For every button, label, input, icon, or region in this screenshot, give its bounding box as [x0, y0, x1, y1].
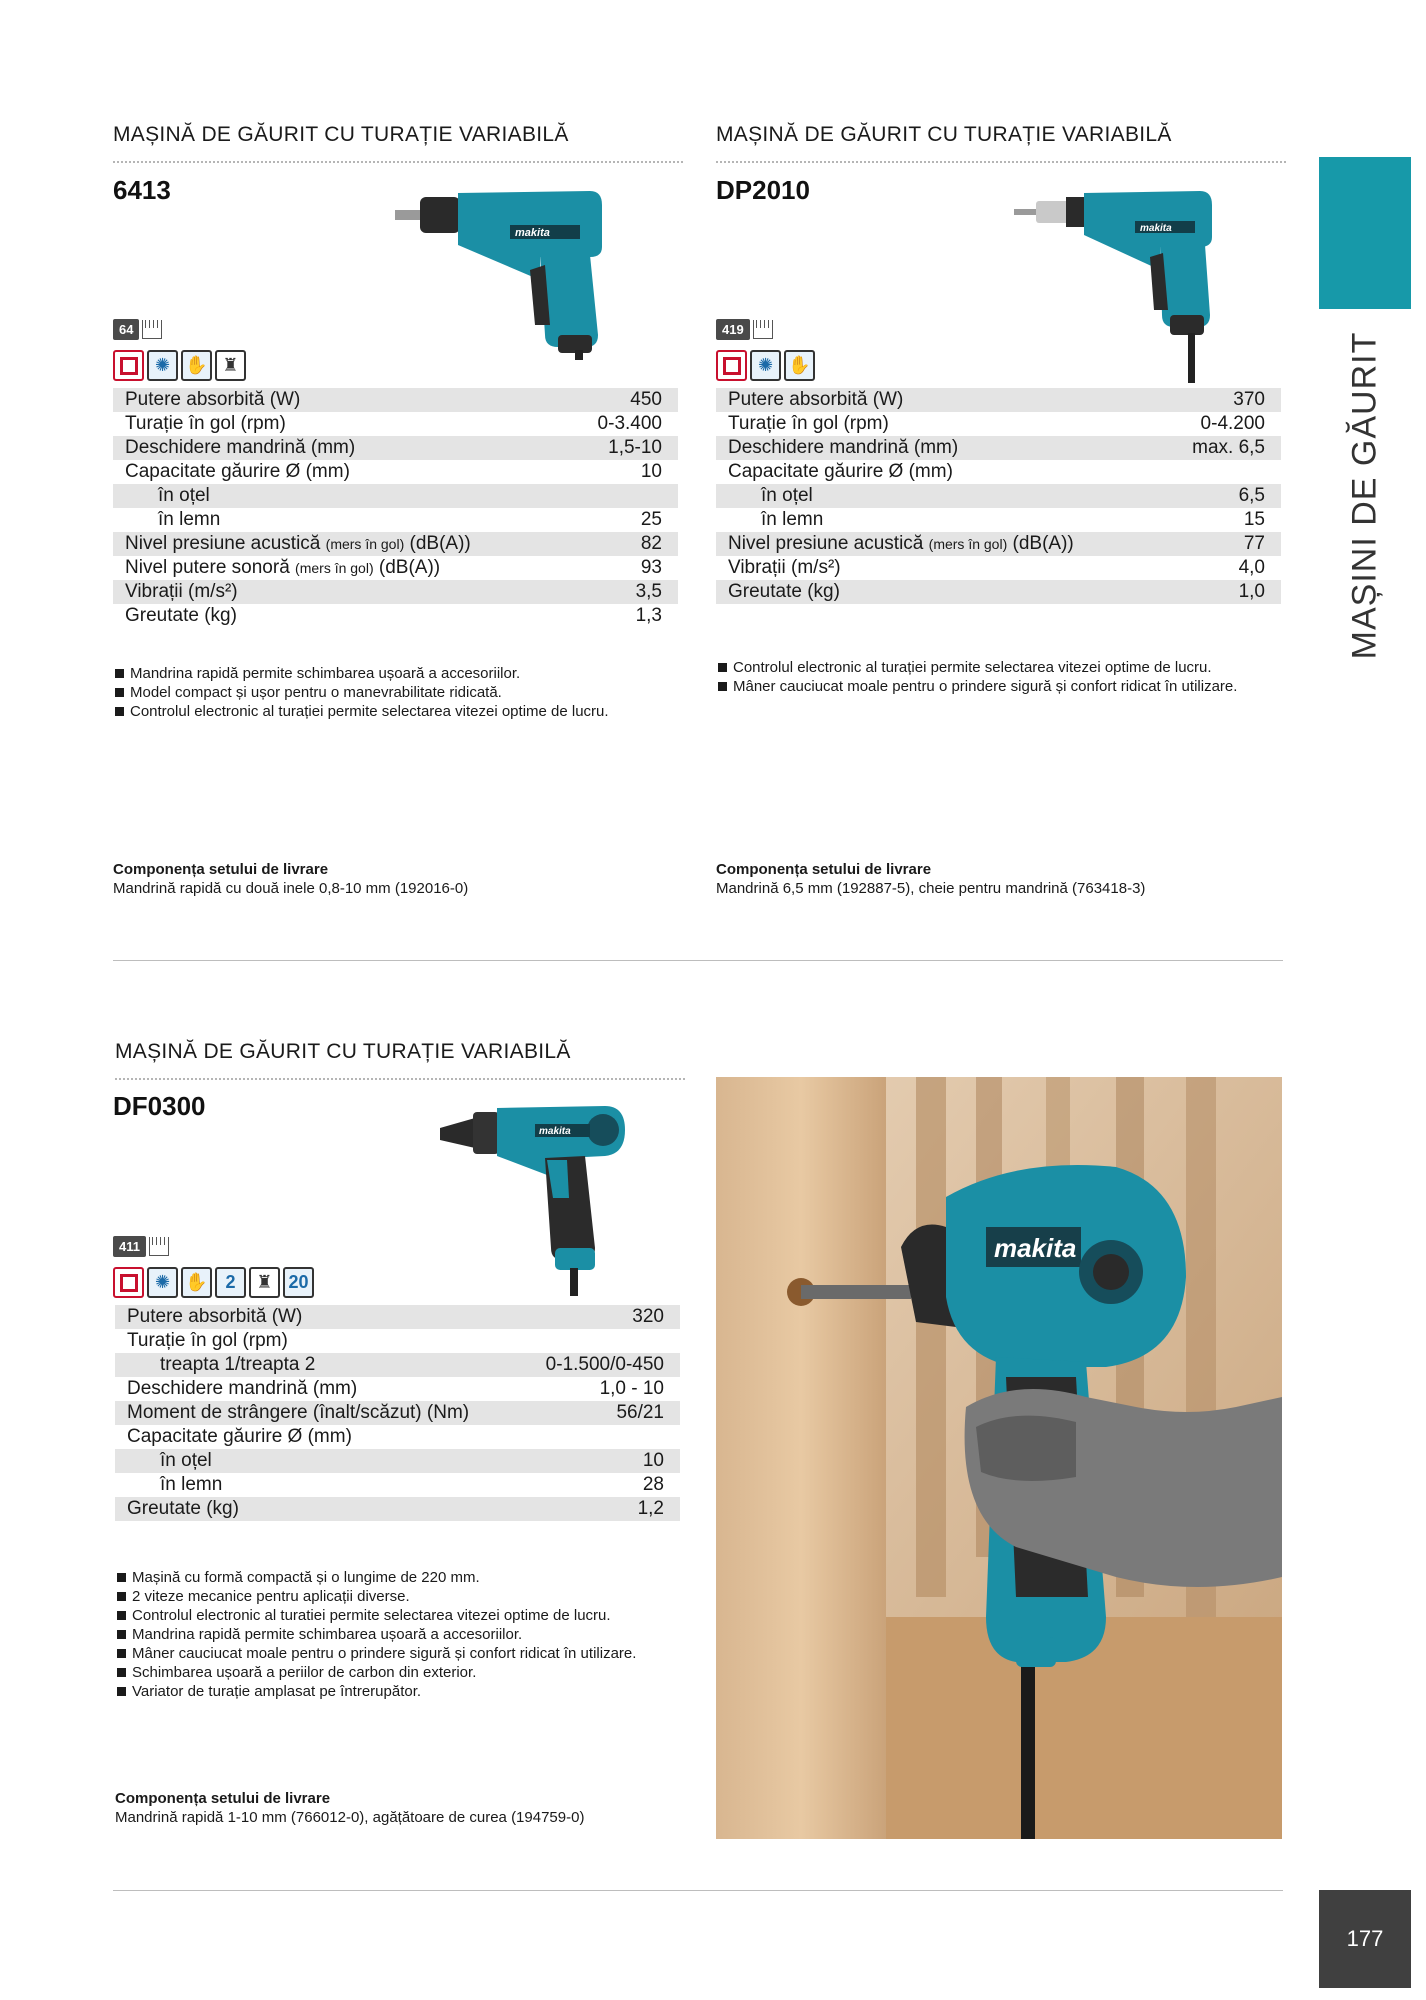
components-heading: Componența setului de livrare: [115, 1790, 331, 1807]
ruler-icon: [753, 320, 773, 339]
makita-logo: makita: [539, 1126, 571, 1137]
compact-icon: ♜: [215, 350, 246, 381]
section-divider: [113, 960, 1283, 961]
chapter-label-wrap: [1319, 330, 1411, 660]
table-row: Greutate (kg) 1,0: [716, 580, 1281, 604]
footer-divider: [113, 1890, 1283, 1891]
components-text: Mandrină 6,5 mm (192887-5), cheie pentru mandrină (763418-3): [716, 880, 1146, 897]
components-heading: Componența setului de livrare: [716, 861, 932, 878]
table-row: Putere absorbită (W) 370: [716, 388, 1281, 412]
components-text: Mandrină rapidă 1-10 mm (766012-0), agățătoare de curea (194759-0): [115, 1809, 585, 1826]
table-row: în oțel 6,5: [716, 484, 1281, 508]
table-row: în lemn 25: [158, 509, 662, 530]
variable-speed-icon: ✺: [147, 350, 178, 381]
page-ref-badge: [113, 319, 162, 340]
drill-df0300-image: [435, 1098, 635, 1298]
variable-speed-icon: ✺: [147, 1267, 178, 1298]
electronic-speed-icon: [113, 1267, 144, 1298]
table-row: Turație în gol (rpm) 0-3.400: [125, 413, 662, 434]
section-title-df0300: MAȘINĂ DE GĂURIT CU TURAȚIE VARIABILĂ: [115, 1040, 571, 1063]
dotted-divider: [716, 161, 1286, 163]
feature-icons: [113, 350, 246, 381]
drill-dp2010-image: [1010, 185, 1225, 385]
product-photo: [716, 1077, 1282, 1839]
electronic-speed-icon: [716, 350, 747, 381]
table-row: Greutate (kg) 1,2: [115, 1497, 680, 1521]
table-row: Deschidere mandrină (mm) 1,0 - 10: [127, 1378, 664, 1399]
table-row: Putere absorbită (W) 450: [113, 388, 678, 412]
table-row: Putere absorbită (W) 320: [115, 1305, 680, 1329]
table-row: Nivel presiune acustică (mers în gol) (dB(A)) 82: [113, 532, 678, 556]
torque-settings-icon: 20: [283, 1267, 314, 1298]
page-number: 177: [1319, 1890, 1411, 1988]
list-item: Mâner cauciucat moale pentru o prindere sigură și confort ridicat în utilizare.: [716, 677, 1286, 696]
badge-number: 64: [113, 319, 139, 340]
soft-grip-icon: ✋: [181, 1267, 212, 1298]
table-row: Vibrații (m/s²) 3,5: [113, 580, 678, 604]
table-row: treapta 1/treapta 2 0-1.500/0-450: [115, 1353, 680, 1377]
soft-grip-icon: ✋: [784, 350, 815, 381]
section-title-dp2010: MAȘINĂ DE GĂURIT CU TURAȚIE VARIABILĂ: [716, 123, 1172, 146]
list-item: Controlul electronic al turatiei permite selectarea vitezei optime de lucru.: [115, 1606, 695, 1625]
makita-logo: makita: [1140, 223, 1172, 234]
dotted-divider: [113, 161, 683, 163]
table-row: Deschidere mandrină (mm) max. 6,5: [716, 436, 1281, 460]
list-item: Controlul electronic al turației permite selectarea vitezei optime de lucru.: [113, 702, 683, 721]
list-item: Mandrina rapidă permite schimbarea ușoară a accesoriilor.: [113, 664, 683, 683]
badge-number: 419: [716, 319, 750, 340]
components-text: Mandrină rapidă cu două inele 0,8-10 mm (192016-0): [113, 880, 469, 897]
components-heading: Componența setului de livrare: [113, 861, 329, 878]
table-row: Capacitate găurire Ø (mm): [127, 1426, 352, 1447]
page-ref-badge: [113, 1236, 169, 1257]
feature-icons: [113, 1267, 314, 1298]
dotted-divider: [115, 1078, 685, 1080]
list-item: Model compact și ușor pentru o manevrabilitate ridicată.: [113, 683, 683, 702]
spec-table-df0300: [115, 1305, 680, 1521]
table-row: Nivel presiune acustică (mers în gol) (dB(A)) 77: [716, 532, 1281, 556]
compact-icon: ♜: [249, 1267, 280, 1298]
table-row: în lemn 28: [160, 1474, 664, 1495]
list-item: Mașină cu formă compactă și o lungime de 220 mm.: [115, 1568, 695, 1587]
ruler-icon: [142, 320, 162, 339]
table-row: Deschidere mandrină (mm) 1,5-10: [113, 436, 678, 460]
feature-list-dp2010: [716, 658, 1286, 696]
section-title-6413: MAȘINĂ DE GĂURIT CU TURAȚIE VARIABILĂ: [113, 123, 569, 146]
variable-speed-icon: ✺: [750, 350, 781, 381]
makita-logo: makita: [515, 227, 550, 239]
list-item: Mâner cauciucat moale pentru o prindere sigură și confort ridicat în utilizare.: [115, 1644, 695, 1663]
table-row: Capacitate găurire Ø (mm): [728, 461, 953, 482]
table-row: Turație în gol (rpm): [127, 1330, 288, 1351]
list-item: 2 viteze mecanice pentru aplicații diverse.: [115, 1587, 695, 1606]
table-row: Capacitate găurire Ø (mm) 10: [125, 461, 662, 482]
feature-list-df0300: [115, 1568, 695, 1701]
table-row: Turație în gol (rpm) 0-4.200: [728, 413, 1265, 434]
feature-icons: [716, 350, 815, 381]
list-item: Mandrina rapidă permite schimbarea ușoară a accesoriilor.: [115, 1625, 695, 1644]
makita-logo: makita: [994, 1233, 1077, 1263]
page-ref-badge: [716, 319, 773, 340]
model-name-dp2010: DP2010: [716, 175, 810, 205]
drill-6413-image: [390, 185, 620, 360]
list-item: Schimbarea ușoară a periilor de carbon din exterior.: [115, 1663, 695, 1682]
table-row: în oțel: [113, 484, 678, 508]
table-row: Vibrații (m/s²) 4,0: [728, 557, 1265, 578]
electronic-speed-icon: [113, 350, 144, 381]
spec-table-dp2010: [716, 388, 1281, 604]
spec-table-6413: [113, 388, 678, 628]
table-row: în lemn 15: [761, 509, 1265, 530]
two-speed-icon: 2: [215, 1267, 246, 1298]
badge-number: 411: [113, 1236, 146, 1257]
list-item: Controlul electronic al turației permite selectarea vitezei optime de lucru.: [716, 658, 1286, 677]
chapter-tab: [1319, 157, 1411, 309]
table-row: Greutate (kg) 1,3: [125, 605, 662, 626]
list-item: Variator de turație amplasat pe întrerupător.: [115, 1682, 695, 1701]
ruler-icon: [149, 1237, 169, 1256]
model-name-df0300: DF0300: [113, 1091, 206, 1121]
table-row: în oțel 10: [115, 1449, 680, 1473]
table-row: Moment de strângere (înalt/scăzut) (Nm) 56/21: [115, 1401, 680, 1425]
chapter-label: MAȘINI DE GĂURIT: [1345, 331, 1384, 659]
feature-list-6413: [113, 664, 683, 721]
soft-grip-icon: ✋: [181, 350, 212, 381]
model-name-6413: 6413: [113, 175, 171, 205]
table-row: Nivel putere sonoră (mers în gol) (dB(A)) 93: [125, 557, 662, 578]
